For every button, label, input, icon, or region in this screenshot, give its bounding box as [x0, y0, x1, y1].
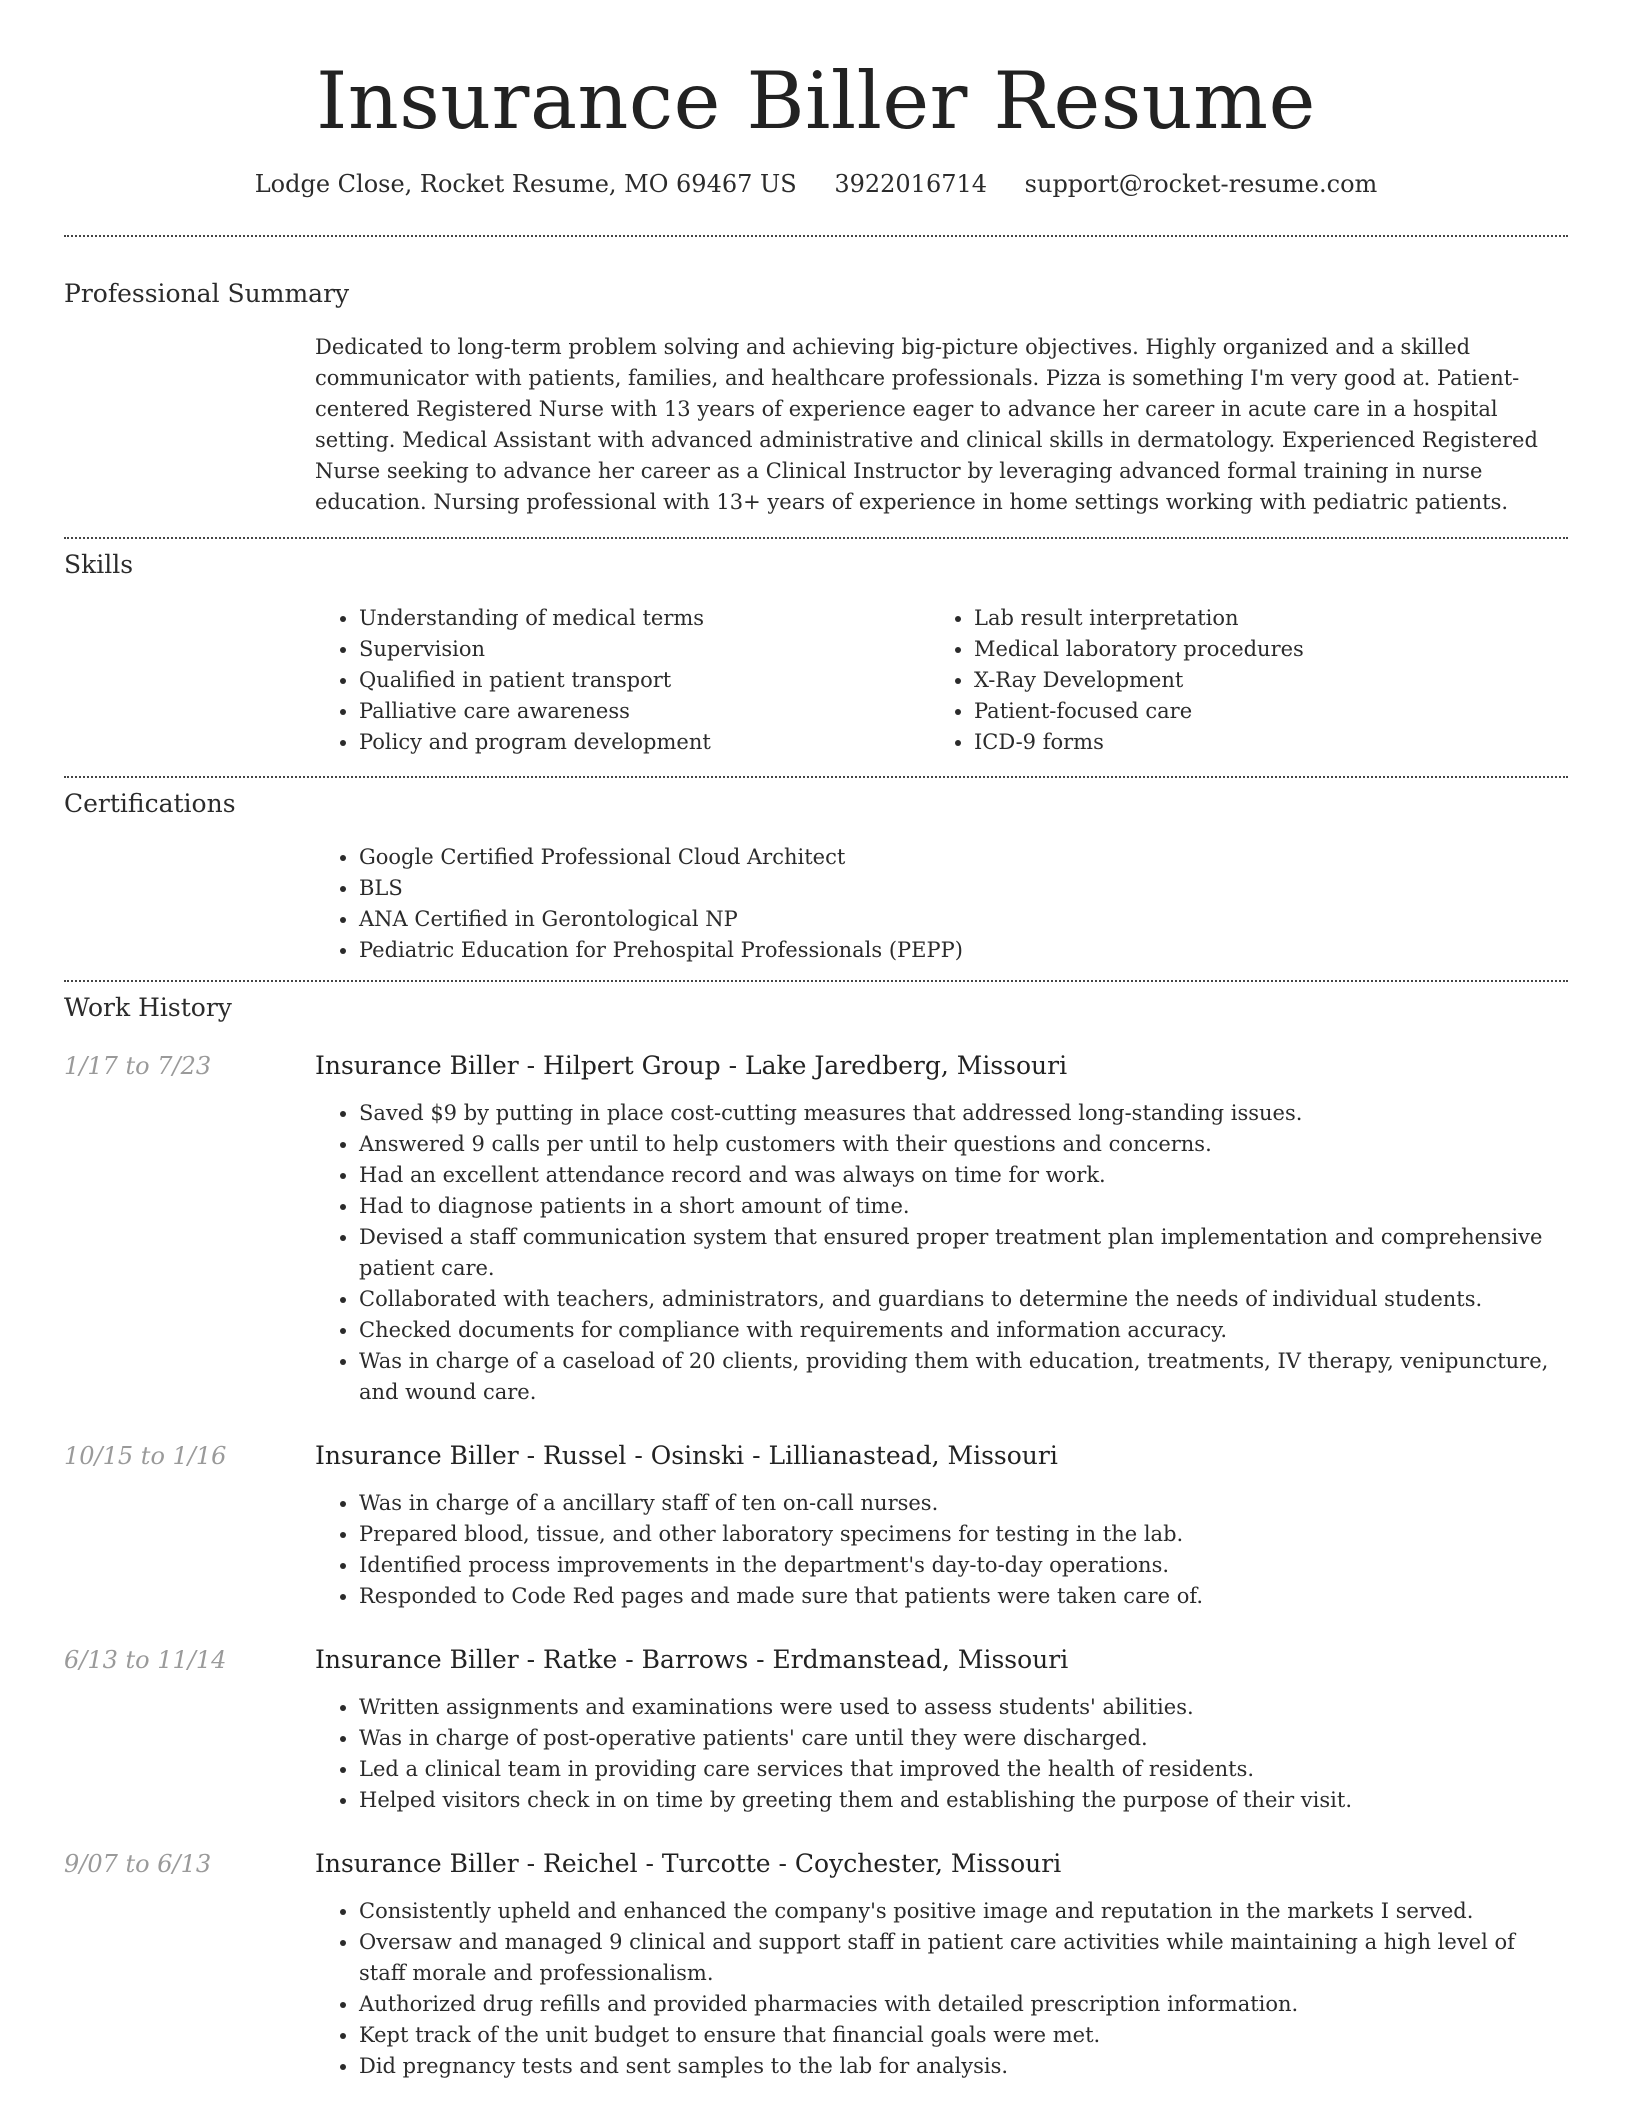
- skill-item: • Policy and program development: [359, 727, 930, 758]
- divider: [64, 980, 1568, 982]
- job-dates: 9/07 to 6/13: [64, 1850, 212, 1878]
- skills-heading: Skills: [64, 550, 134, 579]
- job-bullet: • Was in charge of a caseload of 20 clients, providing them with education, treatments, IV therapy, venipuncture, and wound care.: [359, 1346, 1568, 1408]
- job-entry: [64, 1050, 1568, 1408]
- certification-item: • ANA Certified in Gerontological NP: [359, 904, 1568, 935]
- job-dates: 1/17 to 7/23: [64, 1052, 212, 1080]
- work-history-heading: Work History: [64, 993, 232, 1022]
- certification-item: • Pediatric Education for Prehospital Professionals (PEPP): [359, 935, 1568, 966]
- job-bullet: • Had an excellent attendance record and was always on time for work.: [359, 1160, 1568, 1191]
- job-bullet: • Prepared blood, tissue, and other laboratory specimens for testing in the lab.: [359, 1519, 1568, 1550]
- skill-item: • Qualified in patient transport: [359, 665, 930, 696]
- skill-item: • X-Ray Development: [974, 665, 1545, 696]
- certifications-section: [64, 788, 1568, 966]
- job-bullet: • Was in charge of post-operative patients' care until they were discharged.: [359, 1723, 1568, 1754]
- job-bullet: • Responded to Code Red pages and made sure that patients were taken care of.: [359, 1581, 1568, 1612]
- job-dates: 6/13 to 11/14: [64, 1646, 227, 1674]
- skills-section: [64, 549, 1568, 758]
- divider: [64, 776, 1568, 778]
- job-entry: [64, 1848, 1568, 2082]
- resume-page: [64, 0, 1568, 2082]
- contact-phone: 3922016714: [834, 170, 988, 198]
- summary-text: Dedicated to long-term problem solving and achieving big-picture objectives. Highly organized and a skilled communicator with patients, families, and healthcare professionals. Pizza is something I'm very good at. Patient-centered Registered Nurse with 13 years of experience eager to advance her career in acute care in a hospital setting. Medical Assistant with advanced administrative and clinical skills in dermatology. Experienced Registered Nurse seeking to advance her career as a Clinical Instructor by leveraging advanced formal training in nurse education. Nursing professional with 13+ years of experience in home settings working with pediatric patients.: [315, 335, 1538, 514]
- job-bullet: • Identified process improvements in the department's day-to-day operations.: [359, 1550, 1568, 1581]
- summary-heading: Professional Summary: [64, 279, 350, 308]
- job-bullet: • Had to diagnose patients in a short amount of time.: [359, 1191, 1568, 1222]
- skill-item: • Supervision: [359, 634, 930, 665]
- skill-item: • Understanding of medical terms: [359, 603, 930, 634]
- job-bullet: • Kept track of the unit budget to ensure that financial goals were met.: [359, 2020, 1568, 2051]
- summary-section: [64, 278, 1568, 518]
- divider: [64, 537, 1568, 539]
- job-bullet: • Devised a staff communication system that ensured proper treatment plan implementation and comprehensive patient care.: [359, 1222, 1568, 1284]
- job-bullet: • Collaborated with teachers, administrators, and guardians to determine the needs of individual students.: [359, 1284, 1568, 1315]
- skill-item: • ICD-9 forms: [974, 727, 1545, 758]
- contact-address: Lodge Close, Rocket Resume, MO 69467 US: [254, 170, 797, 198]
- job-entry: [64, 1440, 1568, 1612]
- skill-item: • Patient-focused care: [974, 696, 1545, 727]
- skills-column-right: [930, 603, 1545, 758]
- work-history-section: [64, 992, 1568, 2082]
- skills-column-left: [315, 603, 930, 758]
- job-title: Insurance Biller - Ratke - Barrows - Erdmanstead, Missouri: [315, 1645, 1069, 1674]
- job-bullet: • Saved $9 by putting in place cost-cutting measures that addressed long-standing issues.: [359, 1098, 1568, 1129]
- contact-email: support@rocket-resume.com: [1024, 170, 1378, 198]
- job-bullet: • Oversaw and managed 9 clinical and support staff in patient care activities while maintaining a high level of staff morale and professionalism.: [359, 1927, 1568, 1989]
- job-title: Insurance Biller - Russel - Osinski - Lillianastead, Missouri: [315, 1441, 1058, 1470]
- certifications-heading: Certifications: [64, 789, 236, 818]
- skill-item: • Palliative care awareness: [359, 696, 930, 727]
- skill-item: • Medical laboratory procedures: [974, 634, 1545, 665]
- job-entry: [64, 1644, 1568, 1816]
- job-bullet: • Did pregnancy tests and sent samples to the lab for analysis.: [359, 2051, 1568, 2082]
- job-bullet: • Answered 9 calls per until to help customers with their questions and concerns.: [359, 1129, 1568, 1160]
- job-bullet: • Consistently upheld and enhanced the company's positive image and reputation in the markets I served.: [359, 1896, 1568, 1927]
- job-bullet: • Authorized drug refills and provided pharmacies with detailed prescription information.: [359, 1989, 1568, 2020]
- contact-line: [64, 168, 1568, 200]
- certification-item: • BLS: [359, 873, 1568, 904]
- job-bullet: • Was in charge of a ancillary staff of ten on-call nurses.: [359, 1488, 1568, 1519]
- skill-item: • Lab result interpretation: [974, 603, 1545, 634]
- job-bullet: • Checked documents for compliance with requirements and information accuracy.: [359, 1315, 1568, 1346]
- divider: [64, 235, 1568, 237]
- resume-title: Insurance Biller Resume: [316, 55, 1316, 147]
- job-bullet: • Written assignments and examinations were used to assess students' abilities.: [359, 1692, 1568, 1723]
- job-bullet: • Helped visitors check in on time by greeting them and establishing the purpose of their visit.: [359, 1785, 1568, 1816]
- job-dates: 10/15 to 1/16: [64, 1442, 227, 1470]
- job-title: Insurance Biller - Hilpert Group - Lake Jaredberg, Missouri: [315, 1051, 1068, 1080]
- job-bullet: • Led a clinical team in providing care services that improved the health of residents.: [359, 1754, 1568, 1785]
- job-title: Insurance Biller - Reichel - Turcotte - Coychester, Missouri: [315, 1849, 1062, 1878]
- certification-item: • Google Certified Professional Cloud Architect: [359, 842, 1568, 873]
